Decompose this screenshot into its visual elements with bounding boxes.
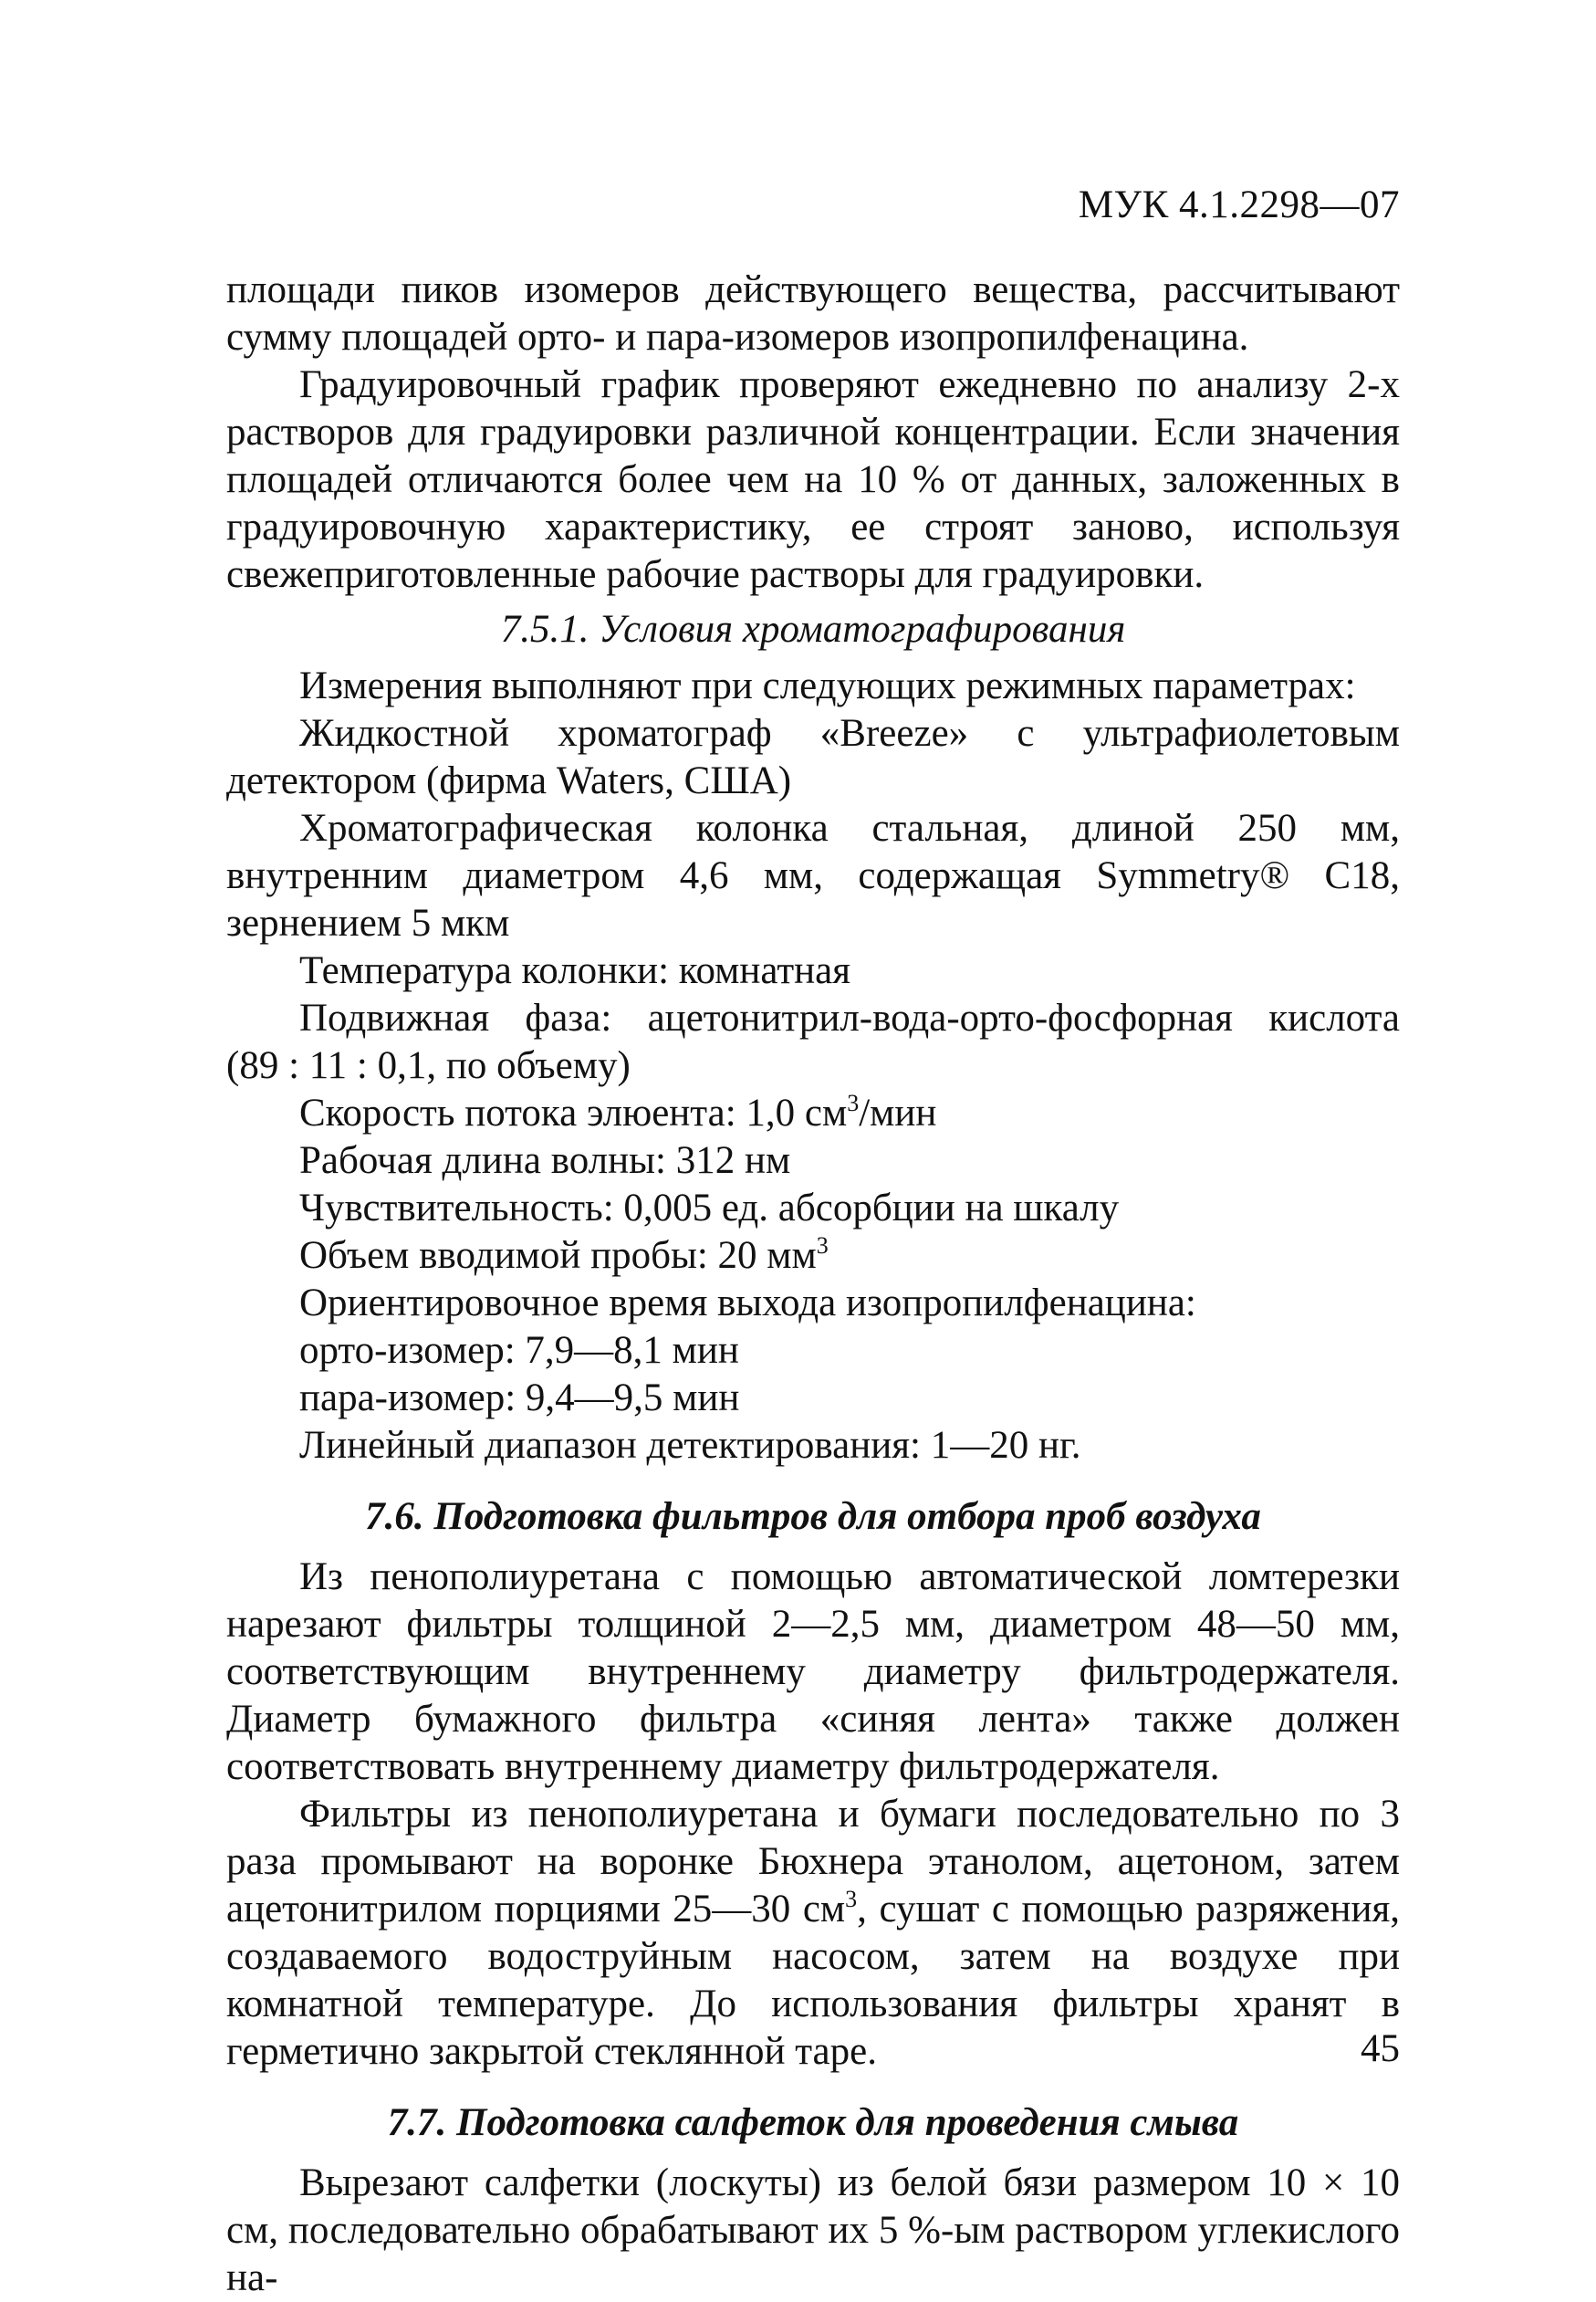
condition-chromatograph: Жидкостной хроматограф «Breeze» с ультрафиолетовым детектором (фирма Waters, США) bbox=[226, 712, 1400, 802]
section-title-77: 7.7. Подготовка салфеток для проведения смыва bbox=[387, 2101, 1239, 2144]
condition-linear-range: Линейный диапазон детектирования: 1—20 нг. bbox=[299, 1424, 1081, 1467]
filter-washing-part2: , сушат с помощью разряжения, создаваемого водоструйным насосом, затем на воздухе при комнатной температуре. До использования фильтры хранят в герметично закрытой стеклянной таре. bbox=[226, 1888, 1400, 2073]
paragraph-filter-cutting: Из пенополиуретана с помощью автоматической ломтерезки нарезают фильтры толщиной 2—2,5 мм, диаметром 48—50 мм, соответствующим внутреннему диаметру фильтродержателя. Диаметр бумажного фильтра «синяя лента» также должен соответствовать внутреннему диаметру фильтродержателя. bbox=[226, 1555, 1400, 1788]
condition-sensitivity: Чувствительность: 0,005 ед. абсорбции на шкалу bbox=[299, 1187, 1120, 1229]
document-code-header: МУК 4.1.2298—07 bbox=[1078, 183, 1400, 226]
flow-rate-unit: /мин bbox=[859, 1092, 937, 1135]
condition-ortho-isomer: орто-изомер: 7,9—8,1 мин bbox=[299, 1329, 739, 1372]
mobile-phase-word-2: фаза: bbox=[525, 997, 612, 1040]
injection-superscript: 3 bbox=[816, 1232, 829, 1259]
filter-washing-superscript: 3 bbox=[845, 1886, 858, 1912]
paragraph-continuation: площади пиков изомеров действующего вещества, рассчитывают сумму площадей орто- и пара-изомеров изопропилфенацина. bbox=[226, 268, 1400, 359]
condition-injection-volume bbox=[226, 1232, 1400, 1280]
mobile-phase-word-1: Подвижная bbox=[299, 997, 490, 1040]
mobile-phase-word-3: ацетонитрил-вода-орто-фосфорная bbox=[647, 997, 1233, 1040]
paragraph-calibration-check: Градуировочный график проверяют ежедневно по анализу 2-х растворов для градуировки различной концентрации. Если значения площадей отличаются более чем на 10 % от данных, заложенных в градуировочную характеристику, ее строят заново, используя свежеприготовленные рабочие растворы для градуировки. bbox=[226, 363, 1400, 596]
flow-rate-text: Скорость потока элюента: 1,0 см bbox=[299, 1092, 848, 1135]
conditions-intro: Измерения выполняют при следующих режимных параметрах: bbox=[299, 664, 1356, 707]
condition-column-temperature: Температура колонки: комнатная bbox=[299, 949, 851, 992]
injection-text: Объем вводимой пробы: 20 мм bbox=[299, 1234, 817, 1277]
subsection-title-751: 7.5.1. Условия хроматографирования bbox=[500, 608, 1126, 651]
condition-wavelength: Рабочая длина волны: 312 нм bbox=[299, 1139, 791, 1182]
condition-retention-intro: Ориентировочное время выхода изопропилфенацина: bbox=[299, 1282, 1196, 1324]
section-title-76: 7.6. Подготовка фильтров для отбора проб воздуха bbox=[365, 1495, 1261, 1538]
paragraph-wipes: Вырезают салфетки (лоскуты) из белой бязи размером 10 × 10 см, последовательно обрабатывают их 5 %-ым раствором углекислого на- bbox=[226, 2161, 1400, 2299]
filter-washing-part1: Фильтры из пенополиуретана и бумаги последовательно по 3 раза промывают на воронке Бюхнера этанолом, ацетоном, затем ацетонитрилом порциями 25—30 см bbox=[226, 1793, 1400, 1931]
paragraph-filter-washing bbox=[226, 1791, 1400, 2076]
page-number: 45 bbox=[1361, 2027, 1400, 2070]
mobile-phase-word-4: кислота bbox=[1268, 997, 1400, 1040]
condition-flow-rate bbox=[226, 1090, 1400, 1137]
condition-para-isomer: пара-изомер: 9,4—9,5 мин bbox=[299, 1376, 740, 1419]
flow-rate-superscript: 3 bbox=[847, 1090, 860, 1116]
body-text bbox=[226, 267, 1400, 2302]
condition-mobile-phase-ratio: (89 : 11 : 0,1, по объему) bbox=[226, 1044, 631, 1087]
condition-column: Хроматографическая колонка стальная, длиной 250 мм, внутренним диаметром 4,6 мм, содержащая Symmetry® C18, зернением 5 мкм bbox=[226, 807, 1400, 945]
condition-mobile-phase bbox=[226, 995, 1400, 1042]
